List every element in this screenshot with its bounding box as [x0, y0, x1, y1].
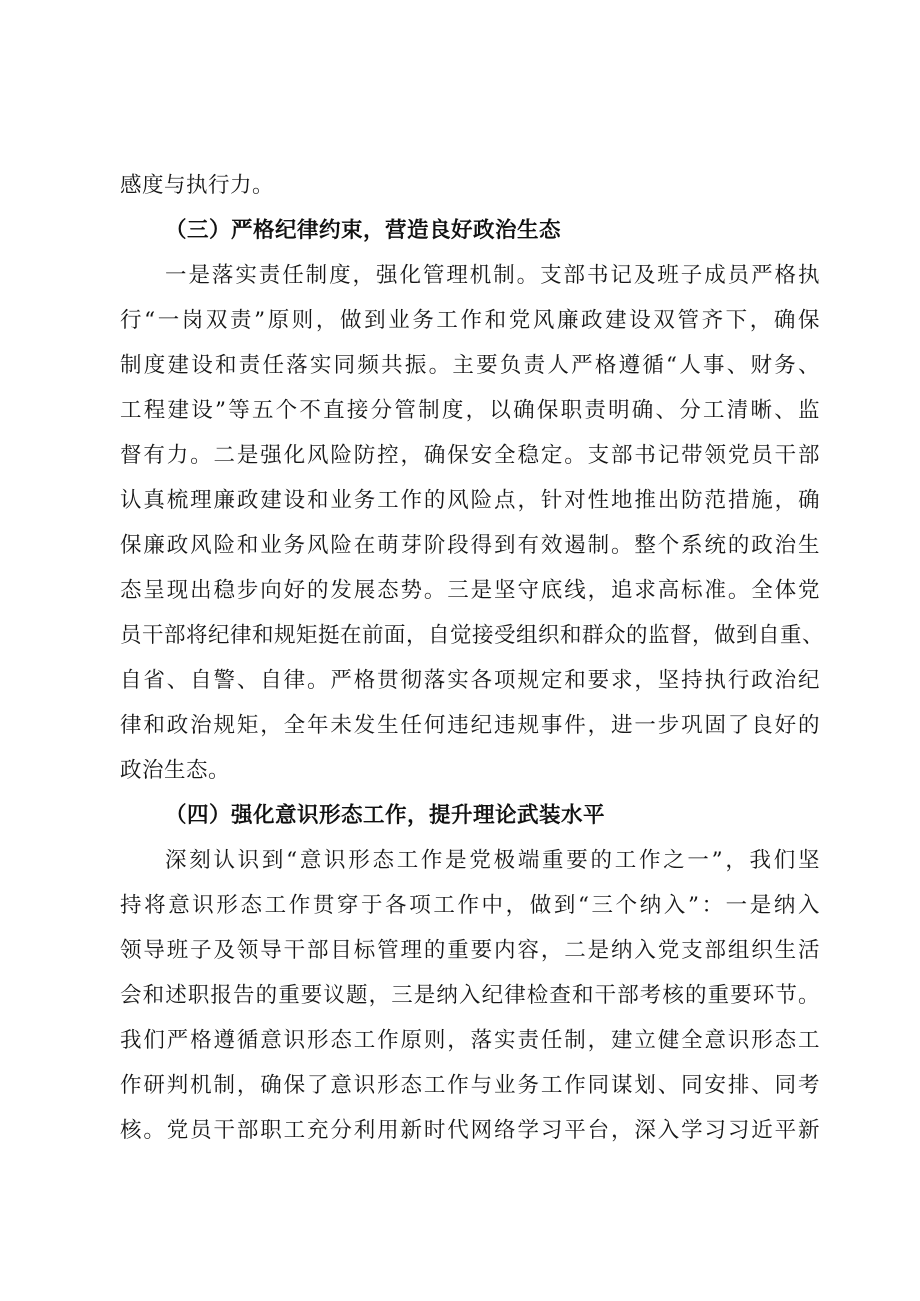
- paragraph-line: 我们严格遵循意识形态工作原则，落实责任制，建立健全意识形态工: [120, 1028, 820, 1053]
- paragraph-line: 核。党员干部职工充分利用新时代网络学习平台，深入学习习近平新: [120, 1118, 820, 1143]
- section-3-heading: （三）严格纪律约束，营造良好政治生态: [165, 218, 562, 243]
- paragraph-line: 政治生态。: [120, 758, 231, 783]
- paragraph-line: 深刻认识到“意识形态工作是党极端重要的工作之一”，我们坚: [165, 848, 820, 873]
- paragraph-line: 工程建设”等五个不直接分管制度，以确保职责明确、分工清晰、监: [120, 398, 820, 423]
- paragraph-line: 态呈现出稳步向好的发展态势。三是坚守底线，追求高标准。全体党: [120, 578, 820, 603]
- paragraph-line: 保廉政风险和业务风险在萌芽阶段得到有效遏制。整个系统的政治生: [120, 533, 820, 558]
- paragraph-line: 律和政治规矩，全年未发生任何违纪违规事件，进一步巩固了良好的: [120, 713, 820, 738]
- paragraph-line: 会和述职报告的重要议题，三是纳入纪律检查和干部考核的重要环节。: [120, 983, 820, 1008]
- paragraph-line: 认真梳理廉政建设和业务工作的风险点，针对性地推出防范措施，确: [120, 488, 820, 513]
- carry-over-line: 感度与执行力。: [120, 173, 275, 198]
- paragraph-line: 持将意识形态工作贯穿于各项工作中，做到“三个纳入”：一是纳入: [120, 893, 820, 918]
- section-4-heading: （四）强化意识形态工作，提升理论武装水平: [165, 803, 606, 828]
- paragraph-line: 一是落实责任制度，强化管理机制。支部书记及班子成员严格执: [165, 263, 820, 288]
- paragraph-line: 制度建设和责任落实同频共振。主要负责人严格遵循“人事、财务、: [120, 353, 820, 378]
- paragraph-line: 领导班子及领导干部目标管理的重要内容，二是纳入党支部组织生活: [120, 938, 820, 963]
- paragraph-line: 作研判机制，确保了意识形态工作与业务工作同谋划、同安排、同考: [120, 1073, 820, 1098]
- paragraph-line: 自省、自警、自律。严格贯彻落实各项规定和要求，坚持执行政治纪: [120, 668, 820, 693]
- paragraph-line: 行“一岗双责”原则，做到业务工作和党风廉政建设双管齐下，确保: [120, 308, 820, 333]
- paragraph-line: 员干部将纪律和规矩挺在前面，自觉接受组织和群众的监督，做到自重、: [120, 623, 825, 648]
- paragraph-line: 督有力。二是强化风险防控，确保安全稳定。支部书记带领党员干部: [120, 443, 820, 468]
